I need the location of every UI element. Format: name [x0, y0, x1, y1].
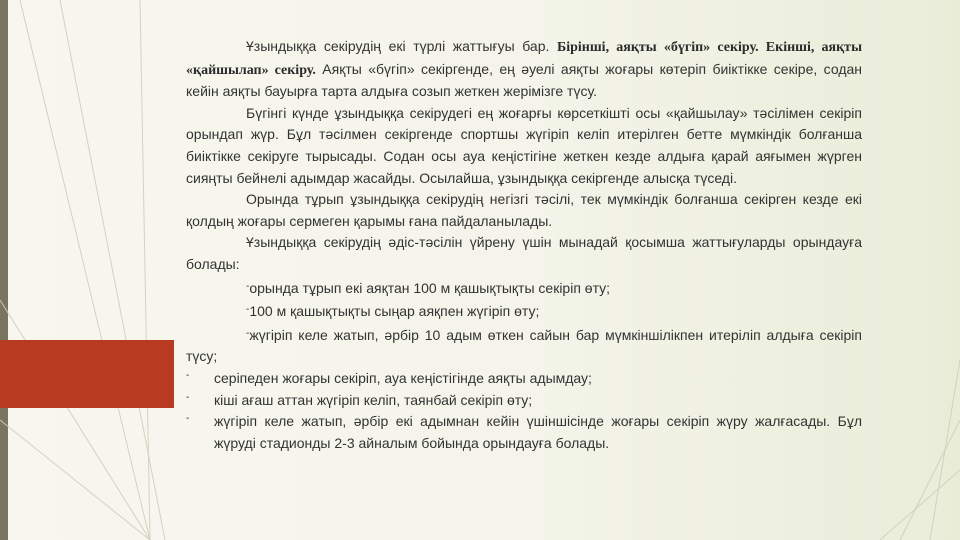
list-item-text: серіпеден жоғары секіріп, ауа кеңістігінде аяқты адымдау; — [214, 369, 592, 386]
list-item — [186, 368, 862, 390]
accent-block — [0, 340, 174, 408]
dash-marker: - — [186, 391, 190, 403]
list-item-text: жүгіріп келе жатып, әрбір екі адымнан кейін үшіншісінде жоғары секіріп жүру жалғасады. Бұл жүруді стадионды 2-3 айналым бойында орындауға болады. — [214, 413, 862, 451]
paragraph-1 — [186, 36, 862, 103]
list-item — [186, 276, 862, 300]
left-edge-bar — [0, 0, 8, 540]
dash-marker: - — [246, 304, 250, 316]
dash-marker: - — [186, 413, 190, 425]
dash-marker: - — [246, 280, 250, 292]
document-body — [186, 36, 862, 454]
dash-marker: - — [186, 369, 190, 381]
paragraph-1-rest: Аяқты «бүгіп» секіргенде, ең әуелі аяқты жоғары көтеріп биіктікке секіре, содан кейін аяқты бауырға тарта алдыға созып жеткен жерімізге түсу. — [186, 60, 862, 100]
paragraph-3: Орында тұрып ұзындыққа секірудің негізгі тәсілі, тек мүмкіндік болғанша секірген кезде екі қолдың жоғары сермеген қарымы ғана пайдаланылады. — [186, 191, 862, 229]
list-item-text: орында тұрып екі аяқтан 100 м қашықтықты секіріп өту; — [249, 279, 611, 296]
paragraph-1-intro: Ұзындыққа секірудің екі түрлі жаттығуы бар. — [246, 38, 557, 54]
list-item-text: жүгіріп келе жатып, әрбір 10 адым өткен сайын бар мүмкіншілікпен итеріліп алдыға секіріп түсу; — [186, 326, 862, 365]
paragraph-4: Ұзындыққа секірудің әдіс-тәсілін үйрену үшін мынадай қосымша жаттығуларды орындауға болады: — [186, 234, 862, 272]
list-item-text: 100 м қашықтықты сыңар аяқпен жүгіріп өту; — [249, 303, 540, 320]
list-item — [186, 323, 862, 368]
dash-marker: - — [246, 327, 250, 339]
paragraph-2: Бүгінгі күнде ұзындыққа секірудегі ең жоғарғы көрсеткішті осы «қайшылау» тәсілімен секіріп орындап жүр. Бұл тәсілмен секіргенде спортшы жүгіріп келіп итерілген бетте мүмкіндік болғанша биіктікке секіруге тырысады. Содан осы ауа кеңістігіне жеткен кезде алдыға қарай аяғымен жүрген сияңты бейнелі адымдар жасайды. Осылайша, ұзындыққа секіргенде алысқа түседі. — [186, 104, 862, 186]
paragraph-1-bold: Бірінші, аяқты «бүгіп» секіру. Екінші, аяқты «қайшылап» секіру. — [186, 40, 862, 78]
list-item — [186, 390, 862, 412]
list-item — [186, 411, 862, 454]
list-item-text: кіші ағаш аттан жүгіріп келіп, таянбай секіріп өту; — [214, 391, 533, 408]
list-item — [186, 299, 862, 323]
